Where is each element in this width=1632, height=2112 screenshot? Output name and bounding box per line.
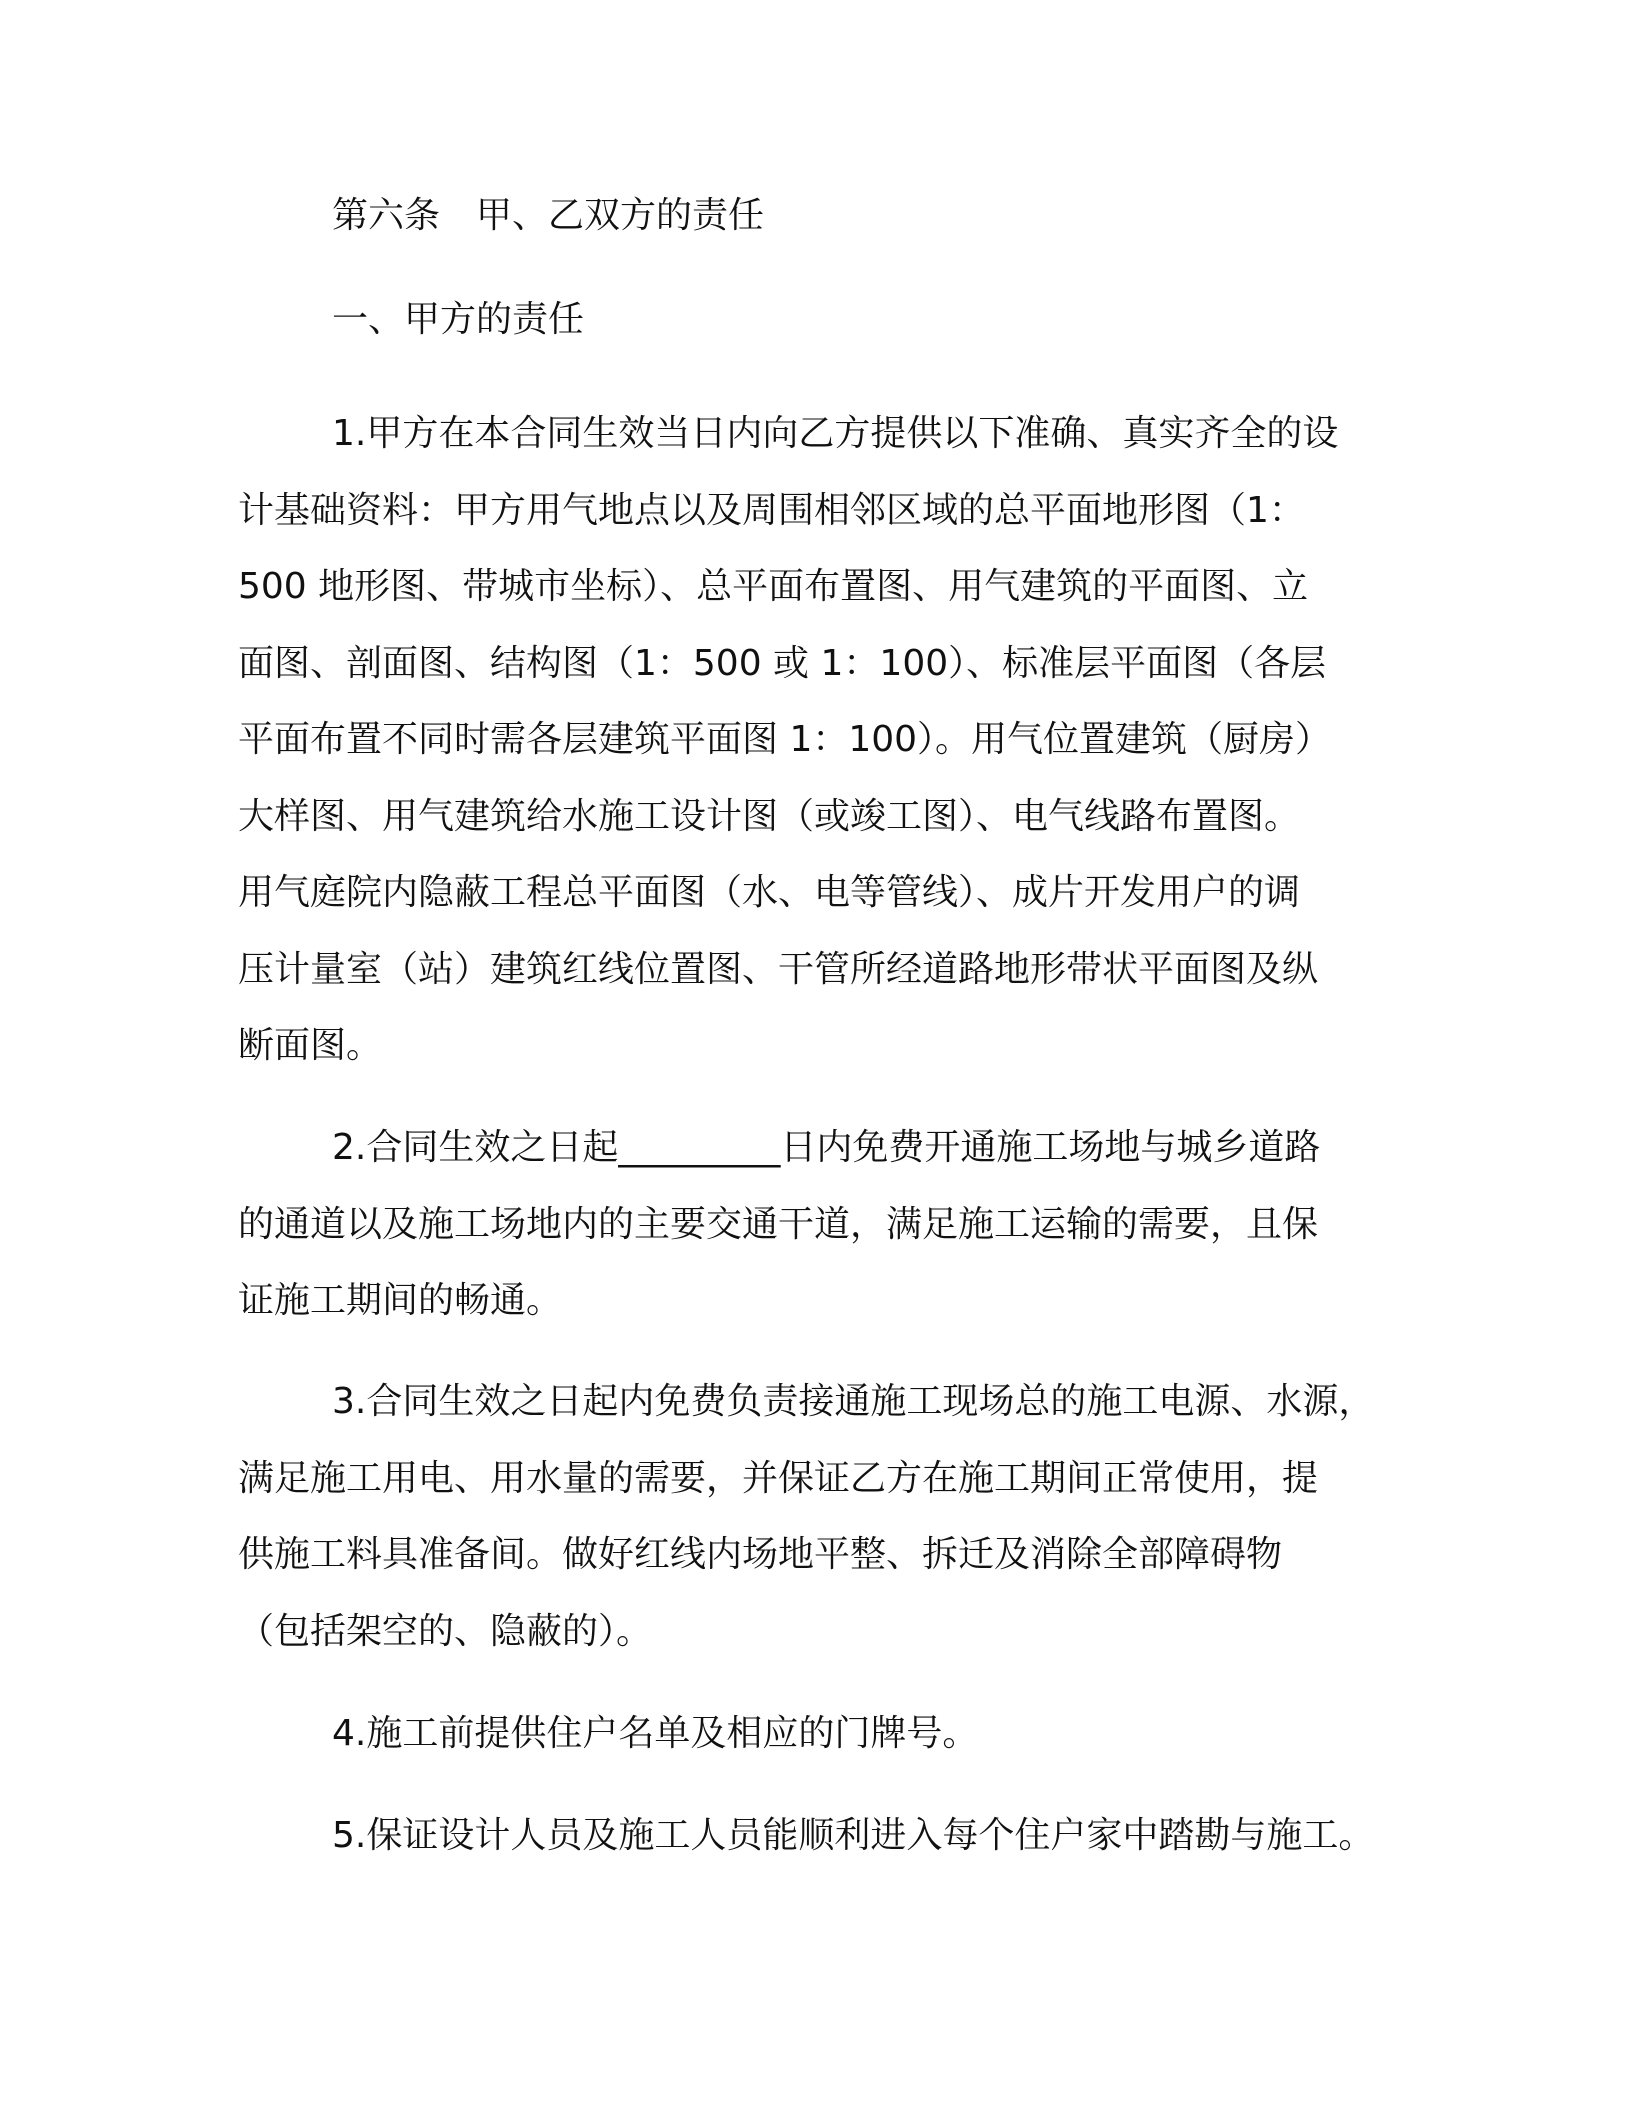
- paragraph-line: 大样图、用气建筑给水施工设计图（或竣工图）、电气线路布置图。: [238, 795, 1301, 837]
- paragraph-1: [238, 396, 1448, 1085]
- paragraph-line: 计基础资料：甲方用气地点以及周围相邻区域的总平面地形图（1：: [238, 489, 1305, 531]
- paragraph-3: [238, 1364, 1448, 1670]
- paragraph-line: 的通道以及施工场地内的主要交通干道，满足施工运输的需要，且保: [238, 1203, 1319, 1245]
- paragraph-line: 压计量室（站）建筑红线位置图、干管所经道路地形带状平面图及纵: [238, 948, 1319, 990]
- article-title: 第六条 甲、乙双方的责任: [332, 195, 765, 236]
- paragraph-line: 1.甲方在本合同生效当日内向乙方提供以下准确、真实齐全的设: [332, 413, 1339, 454]
- paragraph-line: 面图、剖面图、结构图（1：500 或 1：100）、标准层平面图（各层: [238, 642, 1327, 684]
- paragraph-4: [238, 1696, 1448, 1773]
- paragraph-line: 4.施工前提供住户名单及相应的门牌号。: [332, 1713, 979, 1754]
- paragraph-line: 供施工料具准备间。做好红线内场地平整、拆迁及消除全部障碍物: [238, 1534, 1283, 1575]
- paragraph-line: 证施工期间的畅通。: [238, 1280, 563, 1321]
- paragraph-line: 用气庭院内隐蔽工程总平面图（水、电等管线）、成片开发用户的调: [238, 872, 1301, 913]
- paragraph-line: 500 地形图、带城市坐标）、总平面布置图、用气建筑的平面图、立: [238, 566, 1309, 607]
- paragraph-line: （包括架空的、隐蔽的）。: [238, 1610, 653, 1652]
- paragraph-line: 断面图。: [238, 1025, 383, 1066]
- paragraph-line: 2.合同生效之日起_________日内免费开通施工场地与城乡道路: [332, 1127, 1321, 1168]
- paragraph-line: 5.保证设计人员及施工人员能顺利进入每个住户家中踏勘与施工。: [332, 1815, 1375, 1856]
- paragraph-2: [238, 1110, 1448, 1340]
- section-title: 一、甲方的责任: [332, 299, 585, 340]
- paragraph-line: 3.合同生效之日起内免费负责接通施工现场总的施工电源、水源，: [332, 1381, 1375, 1422]
- paragraph-line: 平面布置不同时需各层建筑平面图 1：100）。用气位置建筑（厨房）: [238, 719, 1332, 760]
- paragraph-line: 满足施工用电、用水量的需要，并保证乙方在施工期间正常使用，提: [238, 1457, 1319, 1499]
- paragraph-5: [238, 1798, 1448, 1875]
